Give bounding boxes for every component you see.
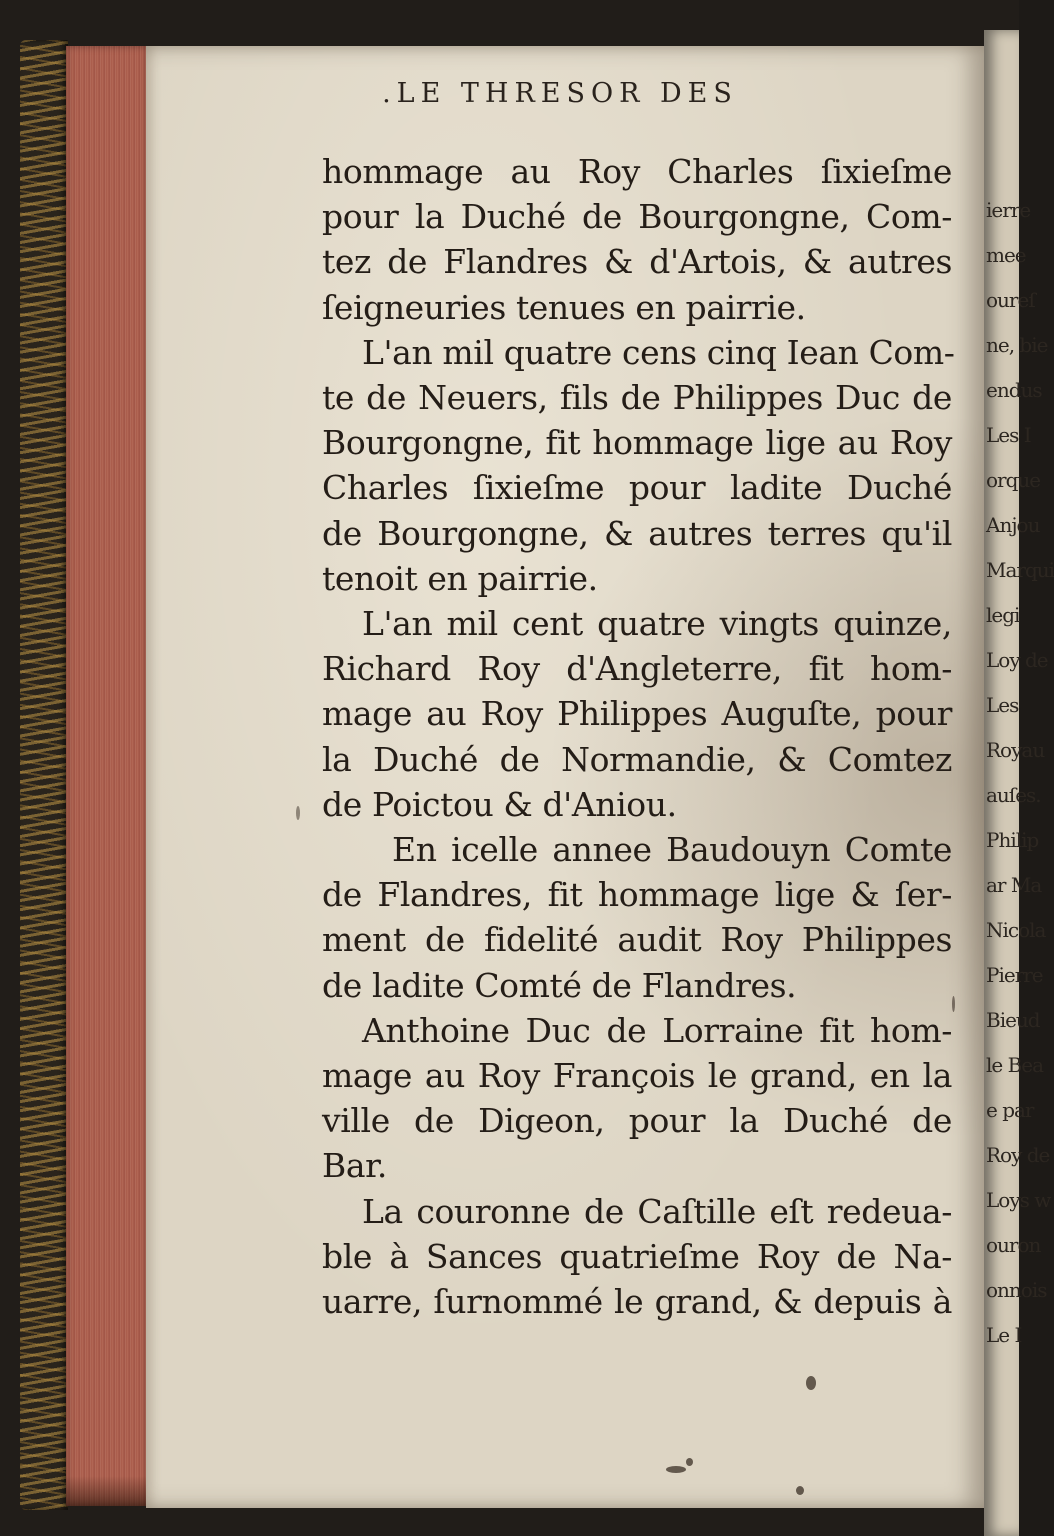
facing-page-fragment: onnois [986,1278,1047,1302]
text-line: de Flandres, fit hommage lige & ſer- [322,875,952,915]
text-line: Bar. [322,1146,387,1186]
facing-page-fragment: mee [986,243,1026,267]
facing-page-fragment: Roy de [986,1143,1050,1167]
facing-page-fragment: Marqui [986,558,1054,582]
ink-speck [666,1466,686,1473]
facing-page-gutter [984,30,1054,1536]
facing-page-fragment: Royau [986,738,1045,762]
text-line: ville de Digeon, pour la Duché de [322,1101,952,1141]
text-line: Bourgongne, fit hommage lige au Roy [322,423,952,463]
text-line: te de Neuers, fils de Philippes Duc de [322,378,952,417]
text-line: L'an mil quatre cens cinq Iean Com- [362,332,955,372]
facing-page-fragment: ouron [986,1233,1041,1257]
facing-page-fragment: auſes. [986,783,1041,807]
facing-page-fragment: ar Ma [986,873,1042,897]
facing-page-fragment: Les I [986,423,1031,447]
ink-speck [796,1486,804,1495]
facing-page-fragment: Loy de [986,648,1048,672]
facing-page-fragment: oureſ [986,288,1035,312]
text-line: L'an mil cent quatre vingts quinze, [362,604,952,643]
red-stained-page-edges [66,46,148,1506]
text-line: de Bourgongne, & autres terres qu'il [322,513,952,553]
facing-page-fragment: Loys w [986,1188,1051,1212]
text-line: tenoit en pairrie. [322,558,598,598]
text-line: ſeigneuries tenues en pairrie. [322,287,806,327]
facing-page-fragment: ierre [986,198,1031,222]
text-line: mage au Roy François le grand, en la [322,1056,952,1095]
text-line: mage au Roy Philippes Auguſte, pour [322,694,952,734]
facing-page-fragment: Les [986,693,1019,717]
facing-page-fragment: Pierre [986,963,1043,987]
facing-page-fragment: Bieud [986,1008,1040,1032]
text-line: ble à Sances quatrieſme Roy de Na- [322,1236,952,1276]
text-line: de ladite Comté de Flandres. [322,965,797,1005]
text-line: de Poictou & d'Aniou. [322,784,677,824]
text-line: hommage au Roy Charles ſixieſme [322,152,952,191]
text-line: la Duché de Normandie, & Comtez [322,739,952,779]
facing-page-fragment: e par [986,1098,1034,1122]
text-line: ment de fidelité audit Roy Philippes [322,920,952,960]
text-line: La couronne de Caſtille eſt redeua- [362,1191,952,1231]
text-line: Anthoine Duc de Lorraine fit hom- [362,1010,952,1050]
facing-page-fragment: legi [986,603,1020,627]
text-line: uarre, ſurnommé le grand, & depuis à [322,1282,952,1321]
facing-page-fragment: ne, bie [986,333,1048,357]
text-line: Charles ſixieſme pour ladite Duché [322,468,952,508]
facing-page-fragment: orque [986,468,1041,492]
facing-page-fragment: Philip [986,828,1039,852]
text-line: pour la Duché de Bourgongne, Com- [322,197,952,237]
text-line: Richard Roy d'Angleterre, fit hom- [322,649,952,689]
ink-speck [806,1376,816,1390]
ink-speck [686,1458,693,1466]
facing-page-fragment: endus [986,378,1042,402]
facing-page-fragment: Le I [986,1323,1022,1347]
facing-page-fragment: le Bea [986,1053,1044,1077]
text-line: En icelle annee Baudouyn Comte [392,830,952,869]
facing-page-fragment: Anjou [986,513,1040,537]
ink-speck [952,996,955,1012]
facing-page-fragment: Nicola [986,918,1046,942]
running-header: .LE THRESOR DES [382,78,738,109]
text-line: tez de Flandres & d'Artois, & autres [322,242,952,282]
ink-speck [296,806,300,820]
gilt-binding-edge [20,40,68,1510]
